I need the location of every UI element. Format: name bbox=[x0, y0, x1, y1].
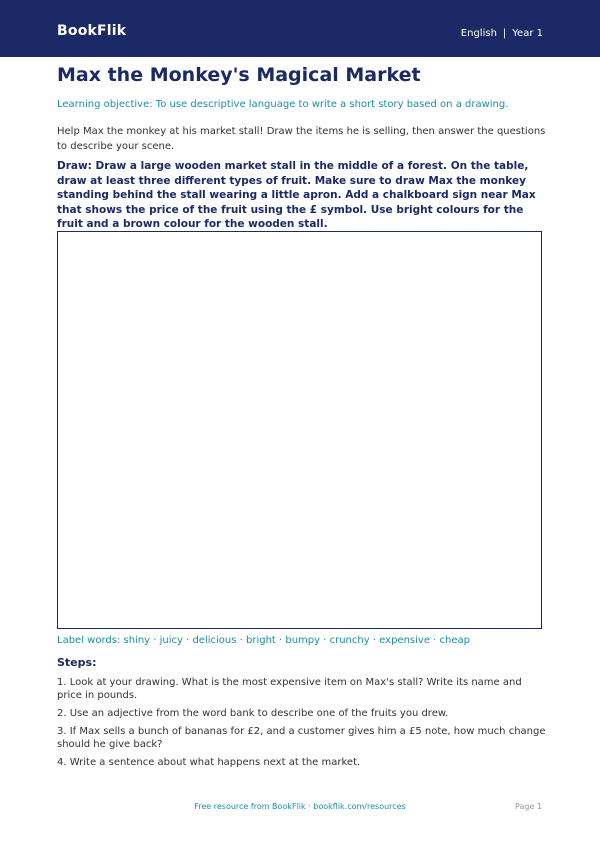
step-item: 3. If Max sells a bunch of bananas for £2, and a customer gives him a £5 note, how much change should he give back? bbox=[57, 726, 546, 750]
step-item: 2. Use an adjective from the word bank to describe one of the fruits you drew. bbox=[57, 708, 449, 719]
page-title: Max the Monkey's Magical Market bbox=[57, 64, 421, 86]
subject-year-meta bbox=[461, 28, 543, 39]
steps-list bbox=[57, 676, 547, 774]
footer-credit[interactable]: Free resource from BookFlik · bookflik.com/resources bbox=[194, 802, 406, 811]
page-number: Page 1 bbox=[515, 802, 542, 811]
step-item: 1. Look at your drawing. What is the most expensive item on Max's stall? Write its name and price in pounds. bbox=[57, 677, 522, 701]
drawing-area[interactable] bbox=[57, 231, 542, 629]
draw-instruction: Draw: Draw a large wooden market stall in the middle of a forest. On the table, draw at least three different types of fruit. Make sure to draw Max the monkey standing behind the stall wearing a little apron. Add a chalkboard sign near Max that shows the price of the fruit using the £ symbol. Use bright colours for the fruit and a brown colour for the wooden stall. bbox=[57, 160, 536, 230]
step-item: 4. Write a sentence about what happens next at the market. bbox=[57, 757, 361, 768]
subject-label: English bbox=[460, 28, 497, 39]
learning-objective: Learning objective: To use descriptive language to write a short story based on a drawing. bbox=[57, 99, 509, 110]
steps-heading: Steps: bbox=[57, 656, 97, 669]
label-word-bank: Label words: shiny · juicy · delicious · bright · bumpy · crunchy · expensive · cheap bbox=[57, 635, 470, 646]
header-bar bbox=[0, 0, 600, 57]
intro-text: Help Max the monkey at his market stall! Draw the items he is selling, then answer the questions to describe your scene. bbox=[57, 126, 546, 152]
year-label: Year 1 bbox=[512, 28, 543, 39]
meta-separator: | bbox=[502, 28, 507, 39]
brand-logo-text[interactable]: BookFlik bbox=[57, 23, 127, 39]
